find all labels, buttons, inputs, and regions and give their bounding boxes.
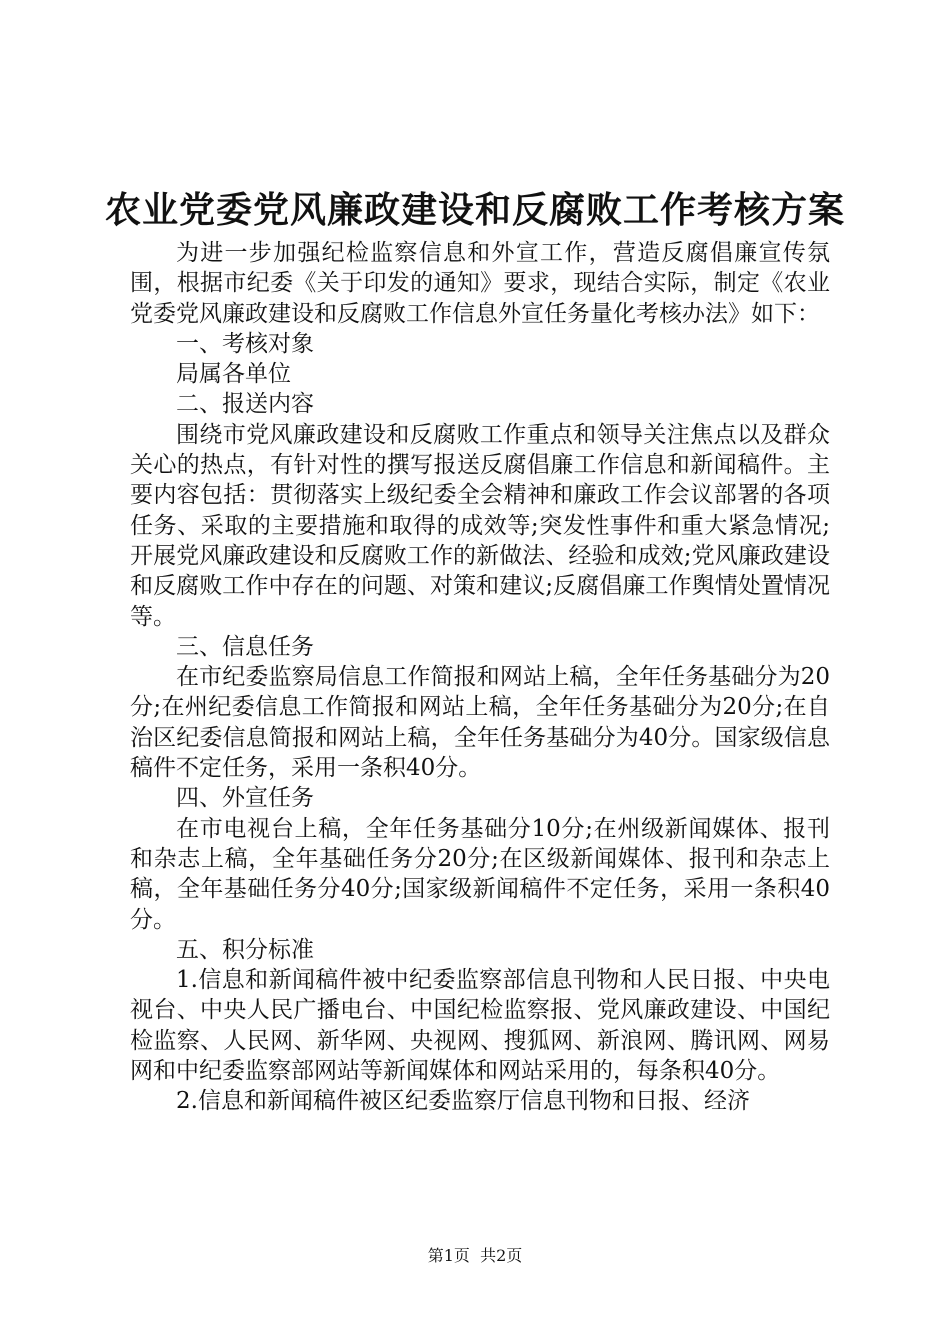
section-heading-3: 三、信息任务 [176, 633, 314, 660]
section-heading-1: 一、考核对象 [176, 330, 314, 357]
paragraph-3: 在市纪委监察局信息工作简报和网站上稿，全年任务基础分为20分;在州纪委信息工作简报和网站上稿，全年任务基础分为20分;在自治区纪委信息简报和网站上稿，全年任务基础分为40分。国家级信息稿件不定任务，采用一条积40分。 [130, 664, 830, 782]
section-heading-2: 二、报送内容 [176, 391, 314, 418]
section-heading-5: 五、积分标准 [176, 936, 314, 963]
page-footer: 第1页 共2页 [427, 1246, 523, 1265]
document-title: 农业党委党风廉政建设和反腐败工作考核方案 [104, 189, 845, 231]
paragraph-5-item-2: 2.信息和新闻稿件被区纪委监察厅信息刊物和日报、经济 [176, 1088, 750, 1115]
paragraph-intro: 为进一步加强纪检监察信息和外宣工作，营造反腐倡廉宣传氛围，根据市纪委《关于印发的通知》要求，现结合实际，制定《农业党委党风廉政建设和反腐败工作信息外宣任务量化考核办法》如下： [130, 240, 830, 327]
paragraph-2: 围绕市党风廉政建设和反腐败工作重点和领导关注焦点以及群众关心的热点，有针对性的撰写报送反腐倡廉工作信息和新闻稿件。主要内容包括：贯彻落实上级纪委全会精神和廉政工作会议部署的各项任务、采取的主要措施和取得的成效等;突发性事件和重大紧急情况;开展党风廉政建设和反腐败工作的新做法、经验和成效;党风廉政建设和反腐败工作中存在的问题、对策和建议;反腐倡廉工作舆情处置情况等。 [130, 421, 830, 630]
paragraph-4: 在市电视台上稿，全年任务基础分10分;在州级新闻媒体、报刊和杂志上稿，全年基础任务分20分;在区级新闻媒体、报刊和杂志上稿，全年基础任务分40分;国家级新闻稿件不定任务，采用一条积40分。 [130, 815, 830, 933]
paragraph-1: 局属各单位 [176, 361, 291, 388]
section-heading-4: 四、外宣任务 [176, 785, 314, 812]
paragraph-5-item-1: 1.信息和新闻稿件被中纪委监察部信息刊物和人民日报、中央电视台、中央人民广播电台、中国纪检监察报、党风廉政建设、中国纪检监察、人民网、新华网、央视网、搜狐网、新浪网、腾讯网、网易网和中纪委监察部网站等新闻媒体和网站采用的，每条积40分。 [130, 967, 830, 1085]
document-body [130, 238, 830, 1117]
